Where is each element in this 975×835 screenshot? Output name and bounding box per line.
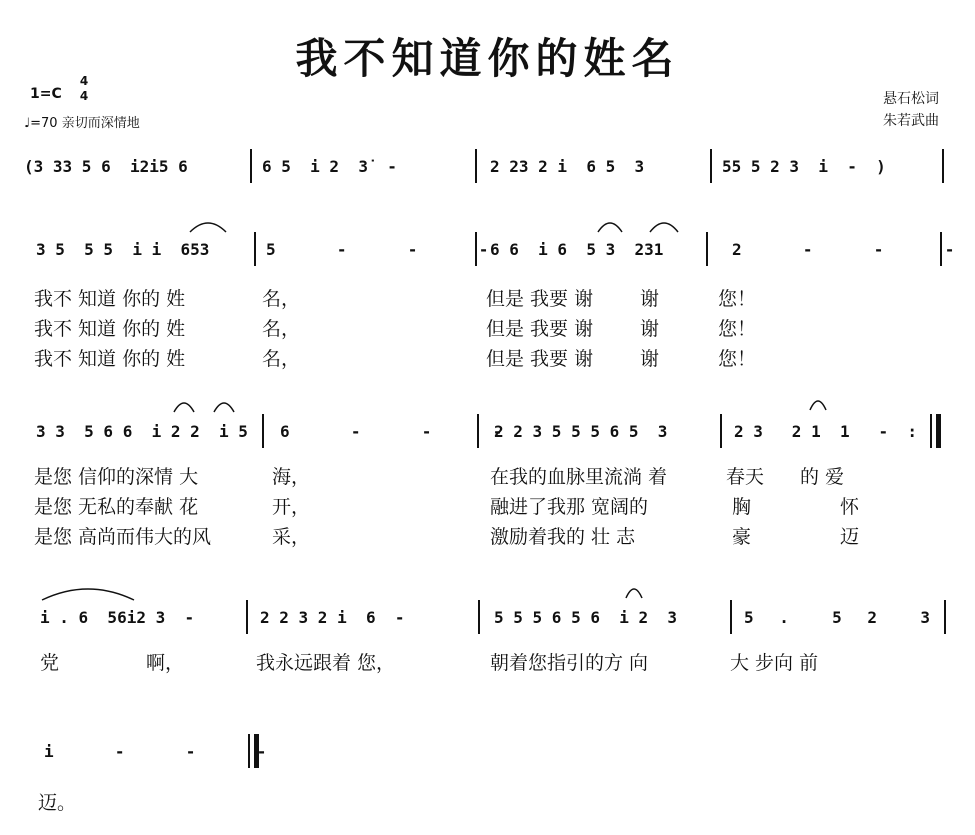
measure: 6 5 i 2 3̇ - <box>262 157 397 176</box>
lyric-line: 是您 无私的奉献 花 <box>34 496 199 518</box>
barline <box>254 232 256 266</box>
measure: 55 5 2 3 i - ) <box>722 157 886 176</box>
lyric-line: 融进了我那 宽阔的 <box>490 496 649 518</box>
lyric-line: 是您 高尚而伟大的风 <box>34 526 212 548</box>
barline <box>478 600 480 634</box>
repeat-barline <box>930 414 932 448</box>
measure: (3 33 5 6 i2i5 6 <box>24 157 188 176</box>
lyric-word: 啊， <box>146 652 185 674</box>
barline <box>246 600 248 634</box>
slur-mark <box>808 396 828 412</box>
tempo-marking: ♩=70 亲切而深情地 <box>24 116 140 131</box>
lyric-line: 我不 知道 你的 姓 <box>34 288 186 310</box>
barline <box>720 414 722 448</box>
lyric-line: 是您 信仰的深情 大 <box>34 466 199 488</box>
lyric-line: 但是 我要 谢 <box>486 318 594 340</box>
measure: 2 3 2 1 1 - : <box>734 422 918 441</box>
measure: i . 6 56i2 3 - <box>40 608 195 627</box>
barline <box>262 414 264 448</box>
lyric-word: 名， <box>262 288 301 310</box>
lyric-word: 胸 <box>732 496 752 518</box>
lyric-line: 我不 知道 你的 姓 <box>34 318 186 340</box>
slur-mark <box>648 218 680 234</box>
slur-mark <box>40 584 136 602</box>
measure: i - - - <box>44 742 281 761</box>
measure: 2 2 3 5 5 5 6 5 3 <box>494 422 668 441</box>
lyric-word: 谢 <box>640 318 660 340</box>
measure: 5 - - - <box>266 240 503 259</box>
measure: 6 - - - <box>280 422 517 441</box>
song-title: 我不知道你的姓名 <box>295 34 680 83</box>
slur-mark <box>188 218 228 234</box>
lyric-line: 我不 知道 你的 姓 <box>34 348 186 370</box>
lyric-word: 的 爱 <box>800 466 845 488</box>
lyric-word: 豪 <box>732 526 752 548</box>
slur-mark <box>172 398 196 414</box>
measure: 5 . 5 2 3 <box>744 608 938 627</box>
lyric-word: 名， <box>262 348 301 370</box>
slur-mark <box>212 398 236 414</box>
barline <box>710 149 712 183</box>
lyric-word: 名， <box>262 318 301 340</box>
lyric-line: 我永远跟着 您， <box>256 652 396 674</box>
lyric-word: 采， <box>272 526 311 548</box>
lyric-line: 在我的血脉里流淌 着 <box>490 466 668 488</box>
barline <box>942 149 944 183</box>
key-signature: 1=C <box>30 86 62 102</box>
time-signature-top: 4 <box>79 74 89 88</box>
lyric-word: 党 <box>40 652 60 674</box>
repeat-barline-thick <box>936 414 941 448</box>
lyric-word: 开， <box>272 496 311 518</box>
time-signature <box>78 74 90 104</box>
barline <box>944 600 946 634</box>
lyric-word: 谢 <box>640 288 660 310</box>
measure: 2 2 3 2 i 6 - <box>260 608 405 627</box>
lyric-word: 迈 <box>840 526 860 548</box>
lyric-word: 谢 <box>640 348 660 370</box>
measure: 3 3 5 6 6 i 2 2 i 5 <box>36 422 248 441</box>
lyric-word: 您！ <box>718 348 757 370</box>
measure: 3 5 5 5 i i 653 <box>36 240 210 259</box>
time-signature-bottom: 4 <box>79 89 89 103</box>
lyric-line: 但是 我要 谢 <box>486 288 594 310</box>
composer-credit: 朱若武曲 <box>883 113 939 129</box>
measure: 2 23 2 i 6 5 3 <box>490 157 645 176</box>
lyric-word: 迈。 <box>38 792 77 814</box>
measure: 6 6 i 6 5 3 231 <box>490 240 664 259</box>
lyric-line: 激励着我的 壮 志 <box>490 526 636 548</box>
barline <box>730 600 732 634</box>
lyricist-credit: 悬石松词 <box>883 91 939 107</box>
lyric-word: 春天 <box>726 466 765 488</box>
lyric-word: 您！ <box>718 288 757 310</box>
measure: 5 5 5 6 5 6 i 2 3 <box>494 608 678 627</box>
lyric-line: 但是 我要 谢 <box>486 348 594 370</box>
slur-mark <box>624 584 644 600</box>
barline <box>475 149 477 183</box>
barline <box>250 149 252 183</box>
slur-mark <box>596 218 624 234</box>
lyric-word: 您！ <box>718 318 757 340</box>
lyric-line: 大 步向 前 <box>730 652 819 674</box>
lyric-line: 朝着您指引的方 向 <box>490 652 649 674</box>
measure: 2 - - - <box>732 240 969 259</box>
barline <box>706 232 708 266</box>
lyric-word: 海， <box>272 466 311 488</box>
lyric-word: 怀 <box>840 496 860 518</box>
